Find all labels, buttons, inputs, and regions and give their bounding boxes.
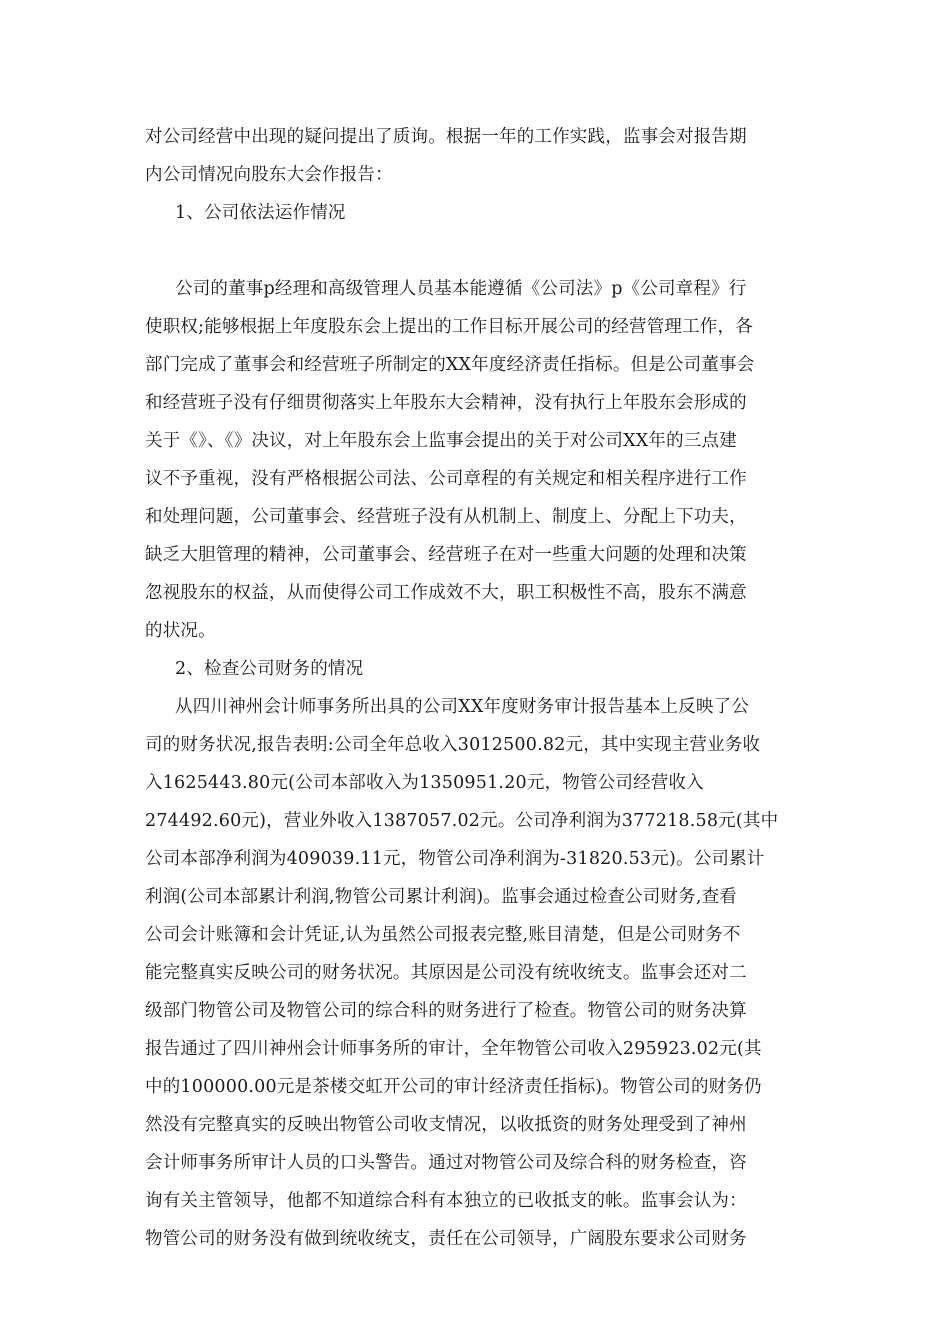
text-line: 入1625443.80元(公司本部收入为1350951.20元，物管公司经营收入: [145, 773, 704, 793]
text-line: 议不予重视，没有严格根据公司法、公司章程的有关规定和相关程序进行工作: [145, 469, 747, 489]
text-line: 询有关主管领导，他都不知道综合科有本独立的已收抵支的帐。监事会认为：: [145, 1191, 747, 1211]
text-line: 274492.60元)，营业外收入1387057.02元。公司净利润为377218.58元(其中: [145, 811, 779, 831]
text-line: 从四川神州会计师事务所出具的公司XX年度财务审计报告基本上反映了公: [175, 697, 750, 717]
section-heading: 2、检查公司财务的情况: [175, 659, 364, 679]
text-line: 公司会计账簿和会计凭证,认为虽然公司报表完整,账目清楚，但是公司财务不: [145, 925, 741, 945]
text-line: 和处理问题，公司董事会、经营班子没有从机制上、制度上、分配上下功夫，: [145, 507, 747, 527]
text-line: 公司的董事p经理和高级管理人员基本能遵循《公司法》p《公司章程》行: [175, 279, 747, 299]
text-line: 和经营班子没有仔细贯彻落实上年股东大会精神，没有执行上年股东会形成的: [145, 393, 747, 413]
text-line: 使职权;能够根据上年度股东会上提出的工作目标开展公司的经营管理工作，各: [145, 317, 753, 337]
text-line: 报告通过了四川神州会计师事务所的审计，全年物管公司收入295923.02元(其: [145, 1039, 762, 1059]
text-line: 内公司情况向股东大会作报告：: [145, 165, 393, 185]
text-line: 级部门物管公司及物管公司的综合科的财务进行了检查。物管公司的财务决算: [145, 1001, 747, 1021]
text-line: 公司本部净利润为409039.11元，物管公司净利润为-31820.53元)。公司累计: [145, 849, 765, 869]
text-line: 对公司经营中出现的疑问提出了质询。根据一年的工作实践，监事会对报告期: [145, 127, 747, 147]
text-line: 的状况。: [145, 621, 216, 641]
text-line: 忽视股东的权益，从而使得公司工作成效不大，职工积极性不高，股东不满意: [145, 583, 747, 603]
text-line: 部门完成了董事会和经营班子所制定的XX年度经济责任指标。但是公司董事会: [145, 355, 755, 375]
text-line: 然没有完整真实的反映出物管公司收支情况，以收抵资的财务处理受到了神州: [145, 1115, 747, 1135]
text-line: 司的财务状况,报告表明:公司全年总收入3012500.82元，其中实现主营业务收: [145, 735, 761, 755]
text-line: 关于《》、《》决议，对上年股东会上监事会提出的关于对公司XX年的三点建: [145, 431, 737, 451]
document-page: [145, 118, 805, 1258]
text-line: 物管公司的财务没有做到统收统支，责任在公司领导，广阔股东要求公司财务: [145, 1229, 747, 1249]
text-line: 能完整真实反映公司的财务状况。其原因是公司没有统收统支。监事会还对二: [145, 963, 747, 983]
section-heading: 1、公司依法运作情况: [175, 203, 346, 223]
text-line: 缺乏大胆管理的精神，公司董事会、经营班子在对一些重大问题的处理和决策: [145, 545, 747, 565]
text-line: 会计师事务所审计人员的口头警告。通过对物管公司及综合科的财务检查，咨: [145, 1153, 747, 1173]
blank-line: [145, 232, 805, 270]
text-line: 中的100000.00元是茶楼交虹开公司的审计经济责任指标)。物管公司的财务仍: [145, 1077, 762, 1097]
text-line: 利润(公司本部累计利润,物管公司累计利润)。监事会通过检查公司财务,查看: [145, 887, 737, 907]
